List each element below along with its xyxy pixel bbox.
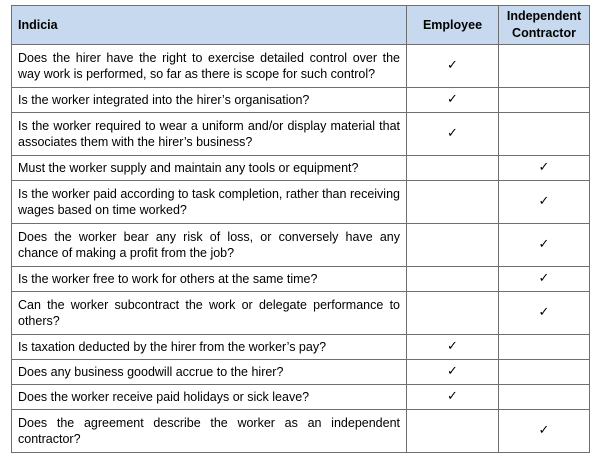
contractor-check-cell: ✓ bbox=[499, 224, 590, 267]
employee-check-cell bbox=[407, 292, 499, 335]
question-cell: Is taxation deducted by the hirer from the worker’s pay? bbox=[12, 335, 407, 360]
question-cell: Does any business goodwill accrue to the hirer? bbox=[12, 360, 407, 385]
contractor-check-cell bbox=[499, 113, 590, 156]
header-contractor-line2: Contractor bbox=[512, 26, 576, 40]
table-row bbox=[12, 88, 590, 113]
table-row bbox=[12, 267, 590, 292]
question-cell: Does the agreement describe the worker as an independent contractor? bbox=[12, 410, 407, 453]
table-header-row bbox=[12, 6, 590, 45]
employee-check-cell bbox=[407, 156, 499, 181]
question-cell: Does the worker bear any risk of loss, or conversely have any chance of making a profit from the job? bbox=[12, 224, 407, 267]
table-row bbox=[12, 385, 590, 410]
table-row bbox=[12, 410, 590, 453]
employee-check-cell: ✓ bbox=[407, 360, 499, 385]
employee-check-cell: ✓ bbox=[407, 335, 499, 360]
question-cell: Does the hirer have the right to exercise detailed control over the way work is performed, so far as there is scope for such control? bbox=[12, 45, 407, 88]
header-employee: Employee bbox=[407, 6, 499, 45]
table-row bbox=[12, 335, 590, 360]
table-row bbox=[12, 181, 590, 224]
employee-check-cell bbox=[407, 267, 499, 292]
question-cell: Is the worker free to work for others at the same time? bbox=[12, 267, 407, 292]
question-cell: Is the worker integrated into the hirer’s organisation? bbox=[12, 88, 407, 113]
table-row bbox=[12, 113, 590, 156]
contractor-check-cell: ✓ bbox=[499, 292, 590, 335]
contractor-check-cell bbox=[499, 335, 590, 360]
header-indicia: Indicia bbox=[12, 6, 407, 45]
table-row bbox=[12, 156, 590, 181]
table-row bbox=[12, 292, 590, 335]
contractor-check-cell bbox=[499, 385, 590, 410]
question-cell: Is the worker paid according to task completion, rather than receiving wages based on time worked? bbox=[12, 181, 407, 224]
question-cell: Can the worker subcontract the work or delegate performance to others? bbox=[12, 292, 407, 335]
employee-check-cell: ✓ bbox=[407, 45, 499, 88]
contractor-check-cell: ✓ bbox=[499, 181, 590, 224]
table-row bbox=[12, 224, 590, 267]
employee-check-cell bbox=[407, 181, 499, 224]
employee-check-cell bbox=[407, 224, 499, 267]
question-cell: Must the worker supply and maintain any tools or equipment? bbox=[12, 156, 407, 181]
table-row bbox=[12, 360, 590, 385]
header-contractor-line1: Independent bbox=[506, 9, 582, 23]
header-independent-contractor bbox=[499, 6, 590, 45]
contractor-check-cell: ✓ bbox=[499, 267, 590, 292]
contractor-check-cell: ✓ bbox=[499, 410, 590, 453]
indicia-table bbox=[11, 5, 590, 453]
table-row bbox=[12, 45, 590, 88]
employee-check-cell: ✓ bbox=[407, 385, 499, 410]
employee-check-cell: ✓ bbox=[407, 88, 499, 113]
contractor-check-cell bbox=[499, 45, 590, 88]
employee-check-cell: ✓ bbox=[407, 113, 499, 156]
employee-check-cell bbox=[407, 410, 499, 453]
contractor-check-cell bbox=[499, 360, 590, 385]
contractor-check-cell: ✓ bbox=[499, 156, 590, 181]
question-cell: Is the worker required to wear a uniform and/or display material that associates them with the hirer’s business? bbox=[12, 113, 407, 156]
question-cell: Does the worker receive paid holidays or sick leave? bbox=[12, 385, 407, 410]
contractor-check-cell bbox=[499, 88, 590, 113]
